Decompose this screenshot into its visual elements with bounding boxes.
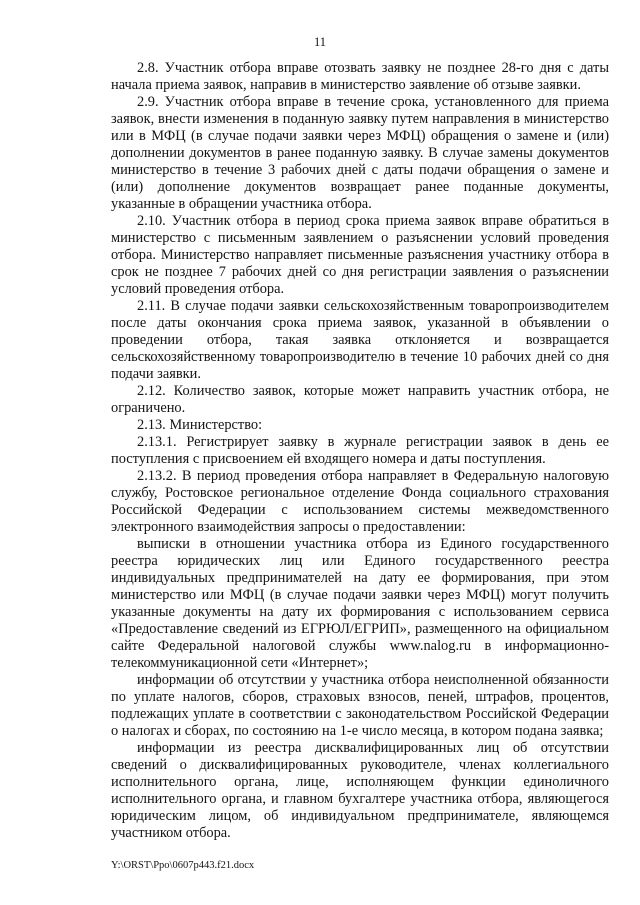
page-number: 11 bbox=[313, 35, 327, 49]
paragraph-2-12: 2.12. Количество заявок, которые может направить участник отбора, не ограничено. bbox=[111, 383, 609, 416]
paragraph-2-13: 2.13. Министерство: bbox=[137, 417, 263, 433]
paragraph-2-13-1: 2.13.1. Регистрирует заявку в журнале регистрации заявок в день ее поступления с присвоением ей входящего номера и даты поступления. bbox=[111, 434, 609, 467]
list-item-egrul-extract: выписки в отношении участника отбора из Единого государственного реестра юридических лиц или Единого государственного реестра индивидуальных предпринимателей на дату ее формирования, при этом министерство или МФЦ (в случае подачи заявки через МФЦ) могут получить указанные документы на дату их формирования с использованием сервиса «Предоставление сведений из ЕГРЮЛ/ЕГРИП», размещенного на официальном сайте Федеральной налоговой службы www.nalog.ru в информационно-телекоммуникационной сети «Интернет»; bbox=[111, 536, 609, 671]
paragraph-2-11: 2.11. В случае подачи заявки сельскохозяйственным товаропроизводителем после даты окончания срока приема заявок, указанной в объявлении о проведении отбора, такая заявка отклоняется и возвращается сельскохозяйственному товаропроизводителю в течение 10 рабочих дней со дня подачи заявки. bbox=[111, 298, 609, 382]
paragraph-2-9: 2.9. Участник отбора вправе в течение срока, установленного для приема заявок, внести изменения в поданную заявку путем направления в министерство или в МФЦ (в случае подачи заявки через МФЦ) обращения о замене и (или) дополнении документов в ранее поданную заявку. В случае замены документов министерство в течение 3 рабочих дней с даты подачи обращения о замене и (или) дополнение документов возвращает ранее поданные документы, указанные в обращении участника отбора. bbox=[111, 94, 609, 212]
paragraph-2-10: 2.10. Участник отбора в период срока приема заявок вправе обратиться в министерство с письменным заявлением о разъяснении условий проведения отбора. Министерство направляет письменные разъяснения участнику отбора в срок не позднее 7 рабочих дней со дня регистрации заявления о разъяснении условий проведения отбора. bbox=[111, 213, 609, 297]
paragraph-2-13-2: 2.13.2. В период проведения отбора направляет в Федеральную налоговую службу, Ростовское региональное отделение Фонда социального страхования Российской Федерации с использованием системы межведомственного электронного взаимодействия запросы о предоставлении: bbox=[111, 468, 609, 535]
list-item-tax-debt-info: информации об отсутствии у участника отбора неисполненной обязанности по уплате налогов, сборов, страховых взносов, пеней, штрафов, процентов, подлежащих уплате в соответствии с законодательством Российской Федерации о налогах и сборах, по состоянию на 1-е число месяца, в котором подана заявка; bbox=[111, 672, 609, 739]
list-item-disqualified-persons-info: информации из реестра дисквалифицированных лиц об отсутствии сведений о дисквалифицированных руководителе, членах коллегиального исполнительного органа, лице, исполняющем функции единоличного исполнительного органа, и главном бухгалтере участника отбора, являющегося юридическим лицом, об индивидуальном предпринимателе, являющемся участником отбора. bbox=[111, 740, 609, 841]
paragraph-2-8: 2.8. Участник отбора вправе отозвать заявку не позднее 28-го дня с даты начала приема заявок, направив в министерство заявление об отзыве заявки. bbox=[111, 60, 609, 93]
footer-file-path: Y:\ORST\Ppo\0607p443.f21.docx bbox=[111, 860, 255, 871]
document-body bbox=[111, 60, 609, 842]
